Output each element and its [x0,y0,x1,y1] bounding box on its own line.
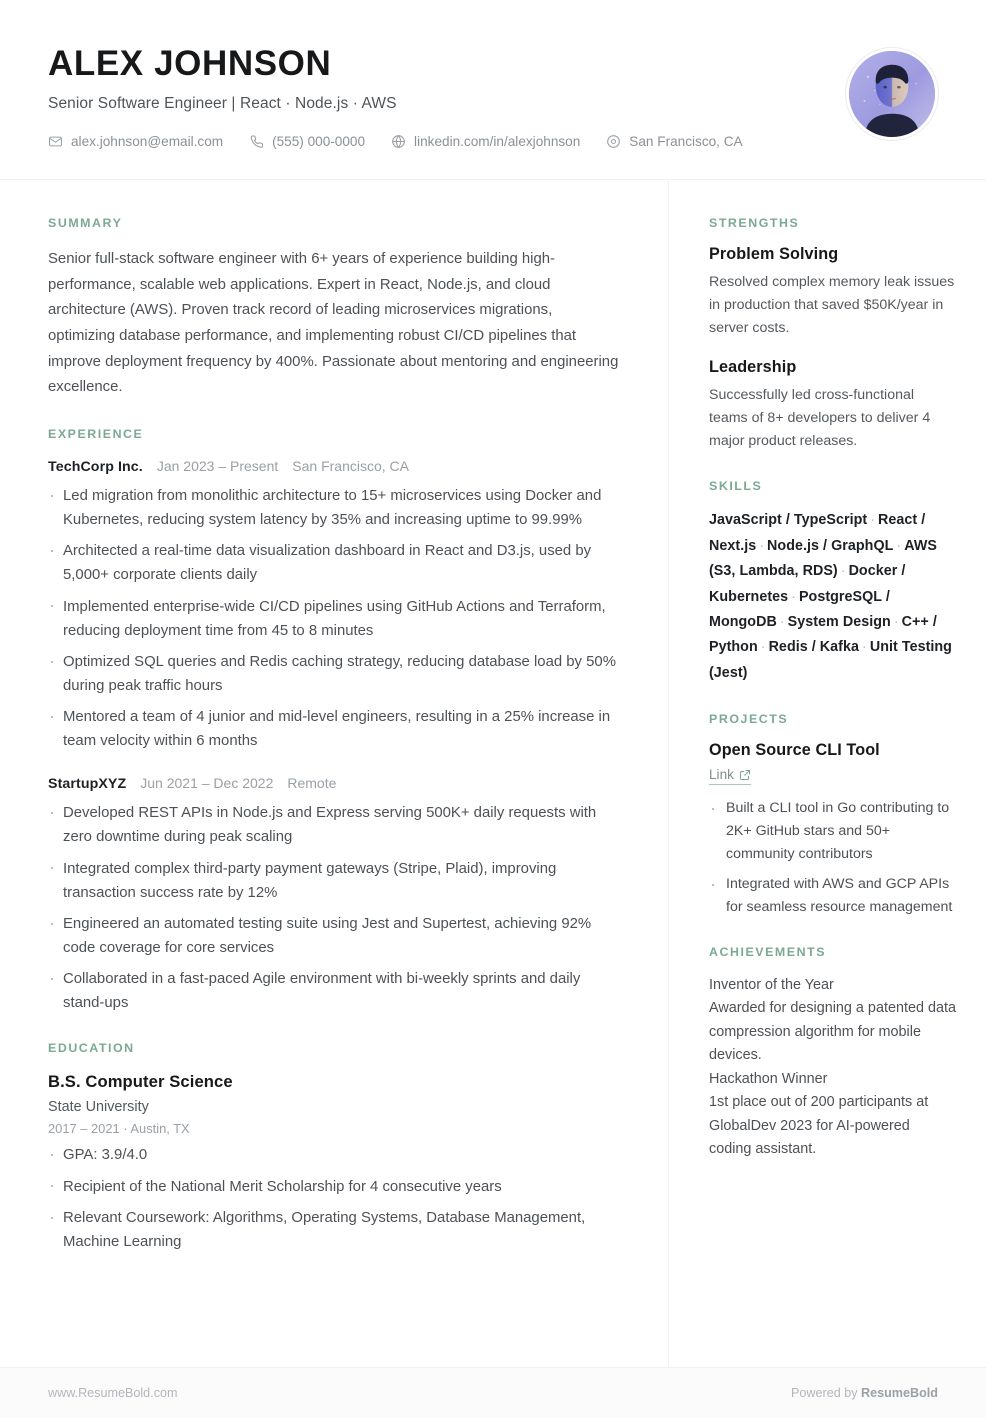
experience-entry-header [48,775,620,792]
skill-item: Docker / Kubernetes [709,563,906,605]
envelope-icon [48,134,63,149]
skill-separator: · [779,613,785,630]
contact-linkedin[interactable] [391,134,580,149]
section-strengths [709,216,956,453]
skill-separator: · [760,639,766,656]
education-school: State University [48,1099,149,1116]
skills-list [709,508,956,686]
contact-phone-text: (555) 000-0000 [272,133,366,149]
skill-item: PostgreSQL / MongoDB [709,588,890,630]
skill-separator: · [840,563,846,580]
footer-powered-by: Powered by [791,1386,862,1400]
contact-phone[interactable] [249,134,365,149]
strength-name: Problem Solving [709,245,839,264]
section-experience [48,427,620,1016]
education-meta: 2017 – 2021 · Austin, TX [48,1121,190,1137]
section-achievements [709,945,956,1162]
strength-description: Successfully led cross-functional teams of 8+ developers to deliver 4 major product releases. [709,387,931,450]
achievement-line: 1st place out of 200 participants at GlobalDev 2023 for AI-powered coding assistant. [709,1094,929,1158]
contact-location-text: San Francisco, CA [629,133,743,149]
achievement-line: Inventor of the Year [709,976,834,993]
skill-item: AWS (S3, Lambda, RDS) [709,537,937,580]
experience-location: Remote [287,775,337,792]
experience-dates: Jan 2023 – Present [156,457,279,474]
resume-body [0,180,986,1367]
list-item: · GPA: 3.9/4.0 [48,1143,620,1167]
skill-item: C++ / Python [709,613,937,656]
professional-headline: Senior Software Engineer | React · Node.js · AWS [48,95,397,113]
page-title: ALEX JOHNSON [48,44,332,83]
avatar-portrait [849,51,935,137]
section-title-achievements: ACHIEVEMENTS [709,944,827,959]
section-title-projects: PROJECTS [709,712,789,727]
list-item: · Led migration from monolithic architecture to 15+ microservices using Docker and Kubernetes, reducing system latency by 35% and increasing uptime to 99.99% [48,484,620,532]
skill-item: JavaScript / TypeScript [709,512,868,529]
project-name: Open Source CLI Tool [709,741,880,760]
contact-location [606,134,742,149]
experience-company: StartupXYZ [48,776,127,793]
globe-icon [391,134,406,149]
section-title-experience: EXPERIENCE [48,426,144,441]
resume-header [0,0,986,180]
list-item: · Recipient of the National Merit Scholarship for 4 consecutive years [48,1175,620,1199]
skill-item: System Design [787,613,891,630]
skill-item: React / Next.js [709,512,926,554]
section-projects [709,712,956,919]
list-item: · Engineered an automated testing suite using Jest and Supertest, achieving 92% code coverage for core services [48,912,620,960]
experience-company: TechCorp Inc. [48,458,143,475]
contact-email[interactable] [48,134,223,149]
strength-item [709,245,956,340]
experience-location: San Francisco, CA [292,457,409,474]
list-item: · Developed REST APIs in Node.js and Express serving 500K+ daily requests with zero downtime during peak scaling [48,801,620,849]
list-item: · Optimized SQL queries and Redis caching strategy, reducing database load by 50% during peak traffic hours [48,650,620,698]
project-link-label: Link [709,767,734,783]
achievement-line: Hackathon Winner [709,1070,828,1087]
contact-linkedin-text: linkedin.com/in/alexjohnson [414,133,581,149]
list-item: · Mentored a team of 4 junior and mid-level engineers, resulting in a 25% increase in team velocity within 6 months [48,705,620,753]
education-degree: B.S. Computer Science [48,1072,233,1092]
education-bullets [48,1143,620,1254]
skill-separator: · [870,512,876,529]
experience-bullets [48,484,620,753]
skill-item: Unit Testing (Jest) [709,639,952,681]
skill-separator: · [862,639,867,656]
strength-name: Leadership [709,358,797,377]
experience-bullets [48,801,620,1015]
section-skills [709,479,956,686]
external-link-icon [739,769,751,781]
strength-description: Resolved complex memory leak issues in production that saved $50K/year in server costs. [709,274,955,337]
list-item: · Implemented enterprise-wide CI/CD pipelines using GitHub Actions and Terraform, reducing deployment time from 45 to 8 minutes [48,595,620,643]
list-item: · Architected a real-time data visualization dashboard in React and D3.js, used by 5,000+ corporate clients daily [48,539,620,587]
project-bullets [709,797,956,919]
header-text-block [48,44,822,149]
section-summary [48,216,620,401]
section-title-strengths: STRENGTHS [709,216,800,231]
footer-website: www.ResumeBold.com [48,1386,178,1400]
contact-row [48,134,822,149]
resume-footer [0,1367,986,1418]
section-title-skills: SKILLS [709,479,763,494]
list-item: · Integrated complex third-party payment gateways (Stripe, Plaid), improving transaction success rate by 12% [48,857,620,905]
section-title-education: EDUCATION [48,1041,135,1056]
strength-item [709,358,956,453]
footer-brand-name: ResumeBold [861,1386,938,1400]
skill-item: Node.js / GraphQL [767,537,894,554]
skill-separator: · [896,537,902,554]
section-title-summary: SUMMARY [48,216,123,231]
experience-entry [48,775,620,1015]
skill-separator: · [791,588,796,605]
skill-separator: · [893,613,899,630]
sidebar-column [669,180,986,1367]
contact-email-text: alex.johnson@email.com [71,133,224,149]
list-item: · Built a CLI tool in Go contributing to 2K+ GitHub stars and 50+ community contributors [709,797,956,865]
summary-text: Senior full-stack software engineer with 6+ years of experience building high-performance, scalable web applications. Expert in React, Node.js, and cloud architecture (AWS). Proven track record of leading microservices migrations, optimizing database performance, and implementing robust CI/CD pipelines that improve deployment frequency by 400%. Passionate about mentoring and engineering excellence. [48,251,619,396]
list-item: · Relevant Coursework: Algorithms, Operating Systems, Database Management, Machine Learning [48,1206,620,1254]
map-pin-icon [606,134,621,149]
section-education [48,1041,620,1254]
skill-separator: · [759,537,765,554]
experience-entry-header [48,458,620,475]
main-column [0,180,669,1367]
list-item: · Integrated with AWS and GCP APIs for seamless resource management [709,873,956,918]
list-item: · Collaborated in a fast-paced Agile environment with bi-weekly sprints and daily stand-ups [48,967,620,1015]
avatar [846,48,938,140]
footer-branding [791,1386,938,1400]
phone-icon [249,134,264,149]
skill-item: Redis / Kafka [768,639,860,656]
achievement-line: Awarded for designing a patented data compression algorithm for mobile devices. [709,1000,956,1064]
project-link[interactable] [709,767,751,785]
experience-entry [48,458,620,753]
experience-dates: Jun 2021 – Dec 2022 [140,775,274,792]
